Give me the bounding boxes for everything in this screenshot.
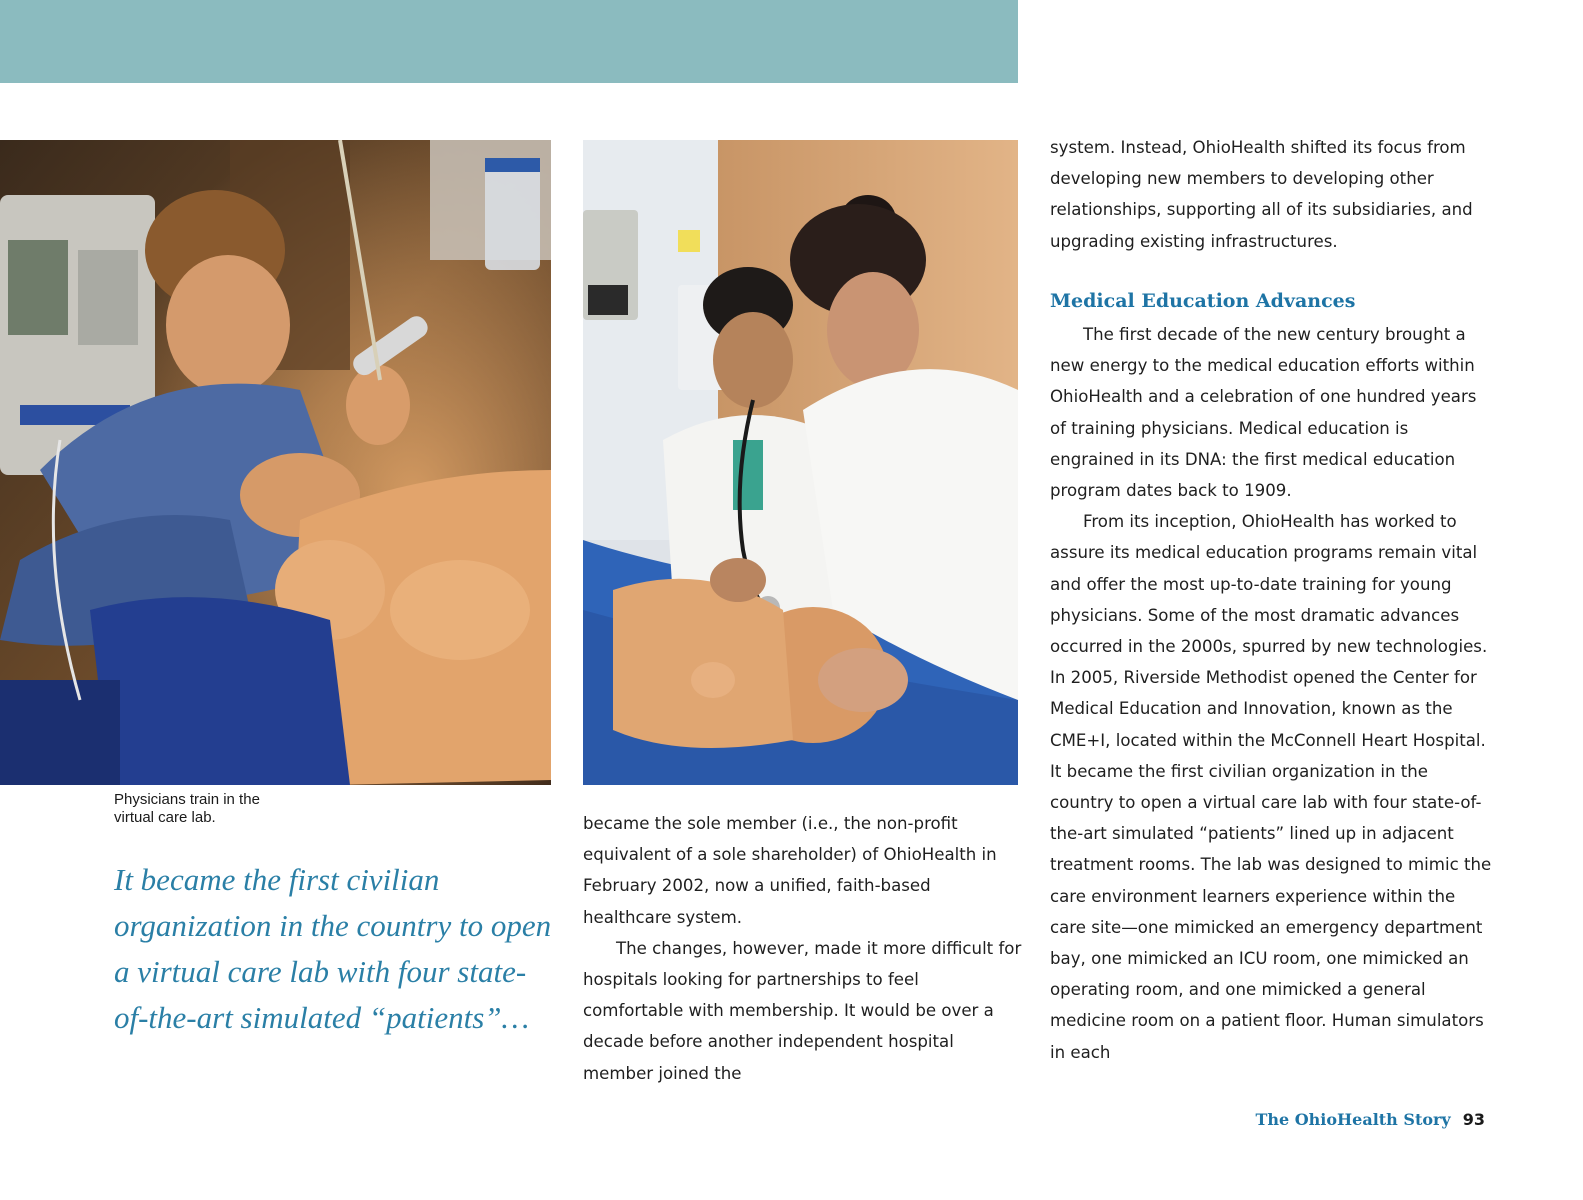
page-footer: [1255, 1108, 1485, 1132]
running-title: The OhioHealth Story: [1255, 1110, 1451, 1129]
body-column-right-top: [1050, 132, 1490, 257]
body-column-right: [1050, 319, 1495, 1068]
page-number: 93: [1462, 1110, 1485, 1129]
header-color-band: [0, 0, 1018, 83]
photo-physician-training: [0, 140, 551, 785]
body-column-middle: [583, 808, 1023, 1089]
paragraph: The first decade of the new century brought a new energy to the medical education efforts within OhioHealth and a celebration of one hundred years of training physicians. Medical education is engrained in its DNA: the first medical education program dates back to 1909.: [1050, 325, 1477, 501]
section-heading: Medical Education Advances: [1050, 290, 1356, 312]
caption-line-2: virtual care lab.: [114, 809, 216, 826]
paragraph: From its inception, OhioHealth has worked to assure its medical education programs remain vital and offer the most up-to-date training for young physicians. Some of the most dramatic advances occurred in the 2000s, spurred by new technologies. In 2005, Riverside Methodist opened the Center for Medical Education and Innovation, known as the CME+I, located within the McConnell Heart Hospital. It became the first civilian organization in the country to open a virtual care lab with four state-of-the-art simulated “patients” lined up in adjacent treatment rooms. The lab was designed to mimic the care environment learners experience within the care site—one mimicked an emergency department bay, one mimicked an ICU room, one mimicked an operating room, and one mimicked a general medicine room on a patient floor. Human simulators in each: [1050, 512, 1492, 1062]
photo-caption: [114, 791, 414, 827]
caption-line-1: Physicians train in the: [114, 791, 260, 808]
paragraph: system. Instead, OhioHealth shifted its focus from developing new members to developing other relationships, supporting all of its subsidiaries, and upgrading existing infrastructures.: [1050, 138, 1473, 251]
paragraph: The changes, however, made it more difficult for hospitals looking for partnerships to feel comfortable with membership. It would be over a decade before another independent hospital member joined the: [583, 938, 1022, 1083]
paragraph: became the sole member (i.e., the non-profit equivalent of a sole shareholder) of OhioHealth in February 2002, now a unified, faith-based healthcare system.: [583, 814, 997, 927]
photo-clinicians-with-mannequin: [583, 140, 1018, 785]
pull-quote: It became the first civilian organization in the country to open a virtual care lab with four state-of-the-art simulated “patients”…: [114, 862, 552, 1035]
